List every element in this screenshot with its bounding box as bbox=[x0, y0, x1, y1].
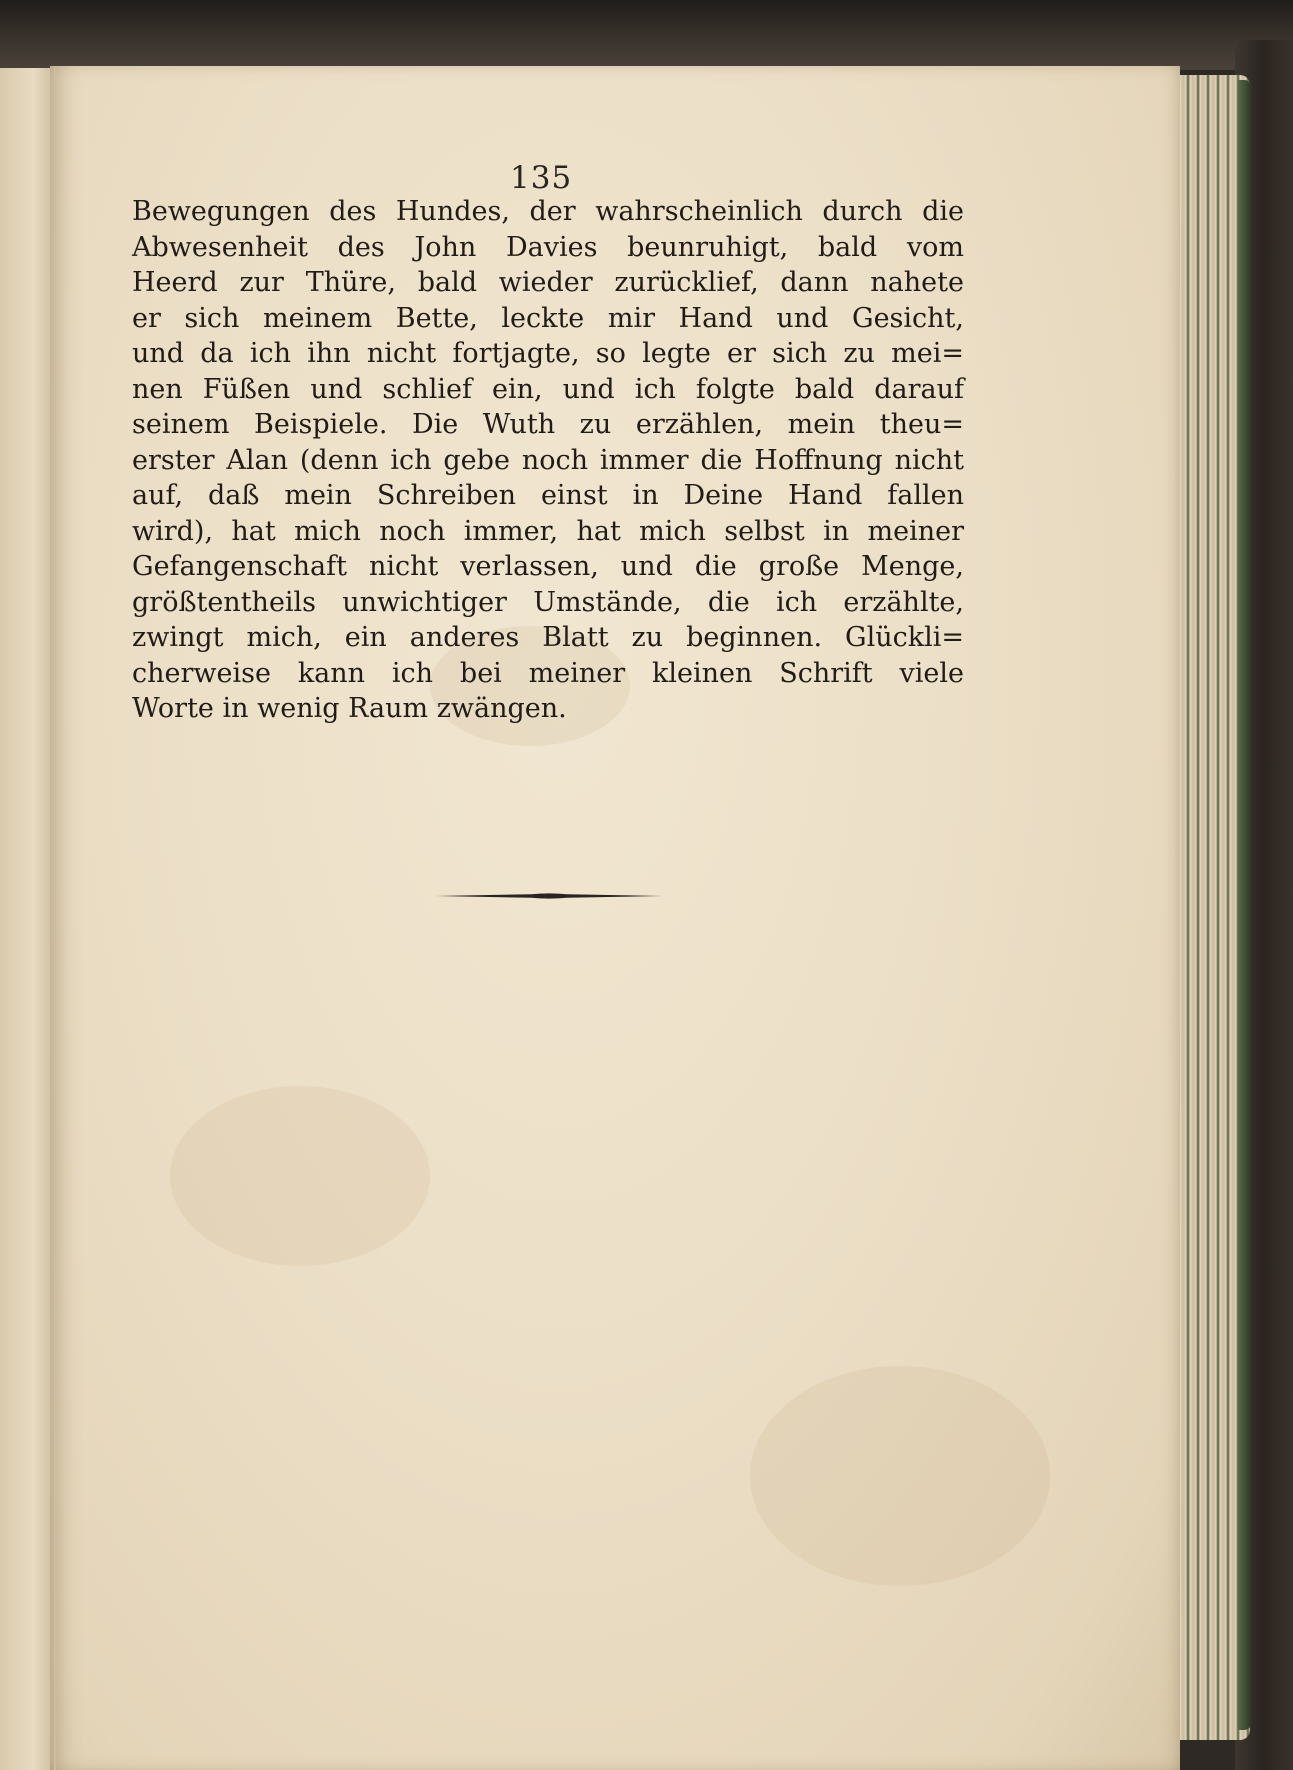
book-cover-top bbox=[0, 0, 1293, 70]
text-line: erster Alan (denn ich gebe noch immer die Hoffnung nicht bbox=[132, 444, 964, 476]
body-text bbox=[132, 194, 964, 727]
text-line: Worte in wenig Raum zwängen. bbox=[132, 693, 567, 724]
left-page-edge bbox=[0, 68, 55, 1770]
text-line: Abwesenheit des John Davies beunruhigt, bald vom bbox=[132, 231, 964, 263]
text-line: Heerd zur Thüre, bald wieder zurücklief, dann nahete bbox=[132, 267, 964, 298]
text-line: auf, daß mein Schreiben einst in Deine Hand fallen bbox=[132, 480, 964, 511]
gutter-line bbox=[54, 66, 56, 1770]
text-line: seinem Beispiele. Die Wuth zu erzählen, mein theu= bbox=[132, 409, 964, 440]
text-line: cherweise kann ich bei meiner kleinen Schrift viele bbox=[132, 657, 964, 689]
text-line: wird), hat mich noch immer, hat mich selbst in meiner bbox=[132, 515, 964, 547]
text-line: nen Füßen und schlief ein, und ich folgte bald darauf bbox=[132, 373, 964, 405]
page-number: 135 bbox=[510, 160, 573, 196]
text-line: Gefangenschaft nicht verlassen, und die große Menge, bbox=[132, 551, 964, 582]
text-line: größtentheils unwichtiger Umstände, die ich erzählte, bbox=[132, 586, 964, 618]
text-line: und da ich ihn nicht fortjagte, so legte er sich zu mei= bbox=[132, 338, 964, 369]
paper-stain bbox=[170, 1086, 430, 1266]
text-line: zwingt mich, ein anderes Blatt zu beginnen. Glückli= bbox=[132, 622, 964, 653]
green-page-edge bbox=[1238, 80, 1252, 1730]
section-end-rule bbox=[436, 892, 662, 900]
text-line: er sich meinem Bette, leckte mir Hand und Gesicht, bbox=[132, 302, 964, 334]
text-line: Bewegungen des Hundes, der wahrscheinlich durch die bbox=[132, 196, 964, 227]
paper-stain bbox=[750, 1366, 1050, 1586]
